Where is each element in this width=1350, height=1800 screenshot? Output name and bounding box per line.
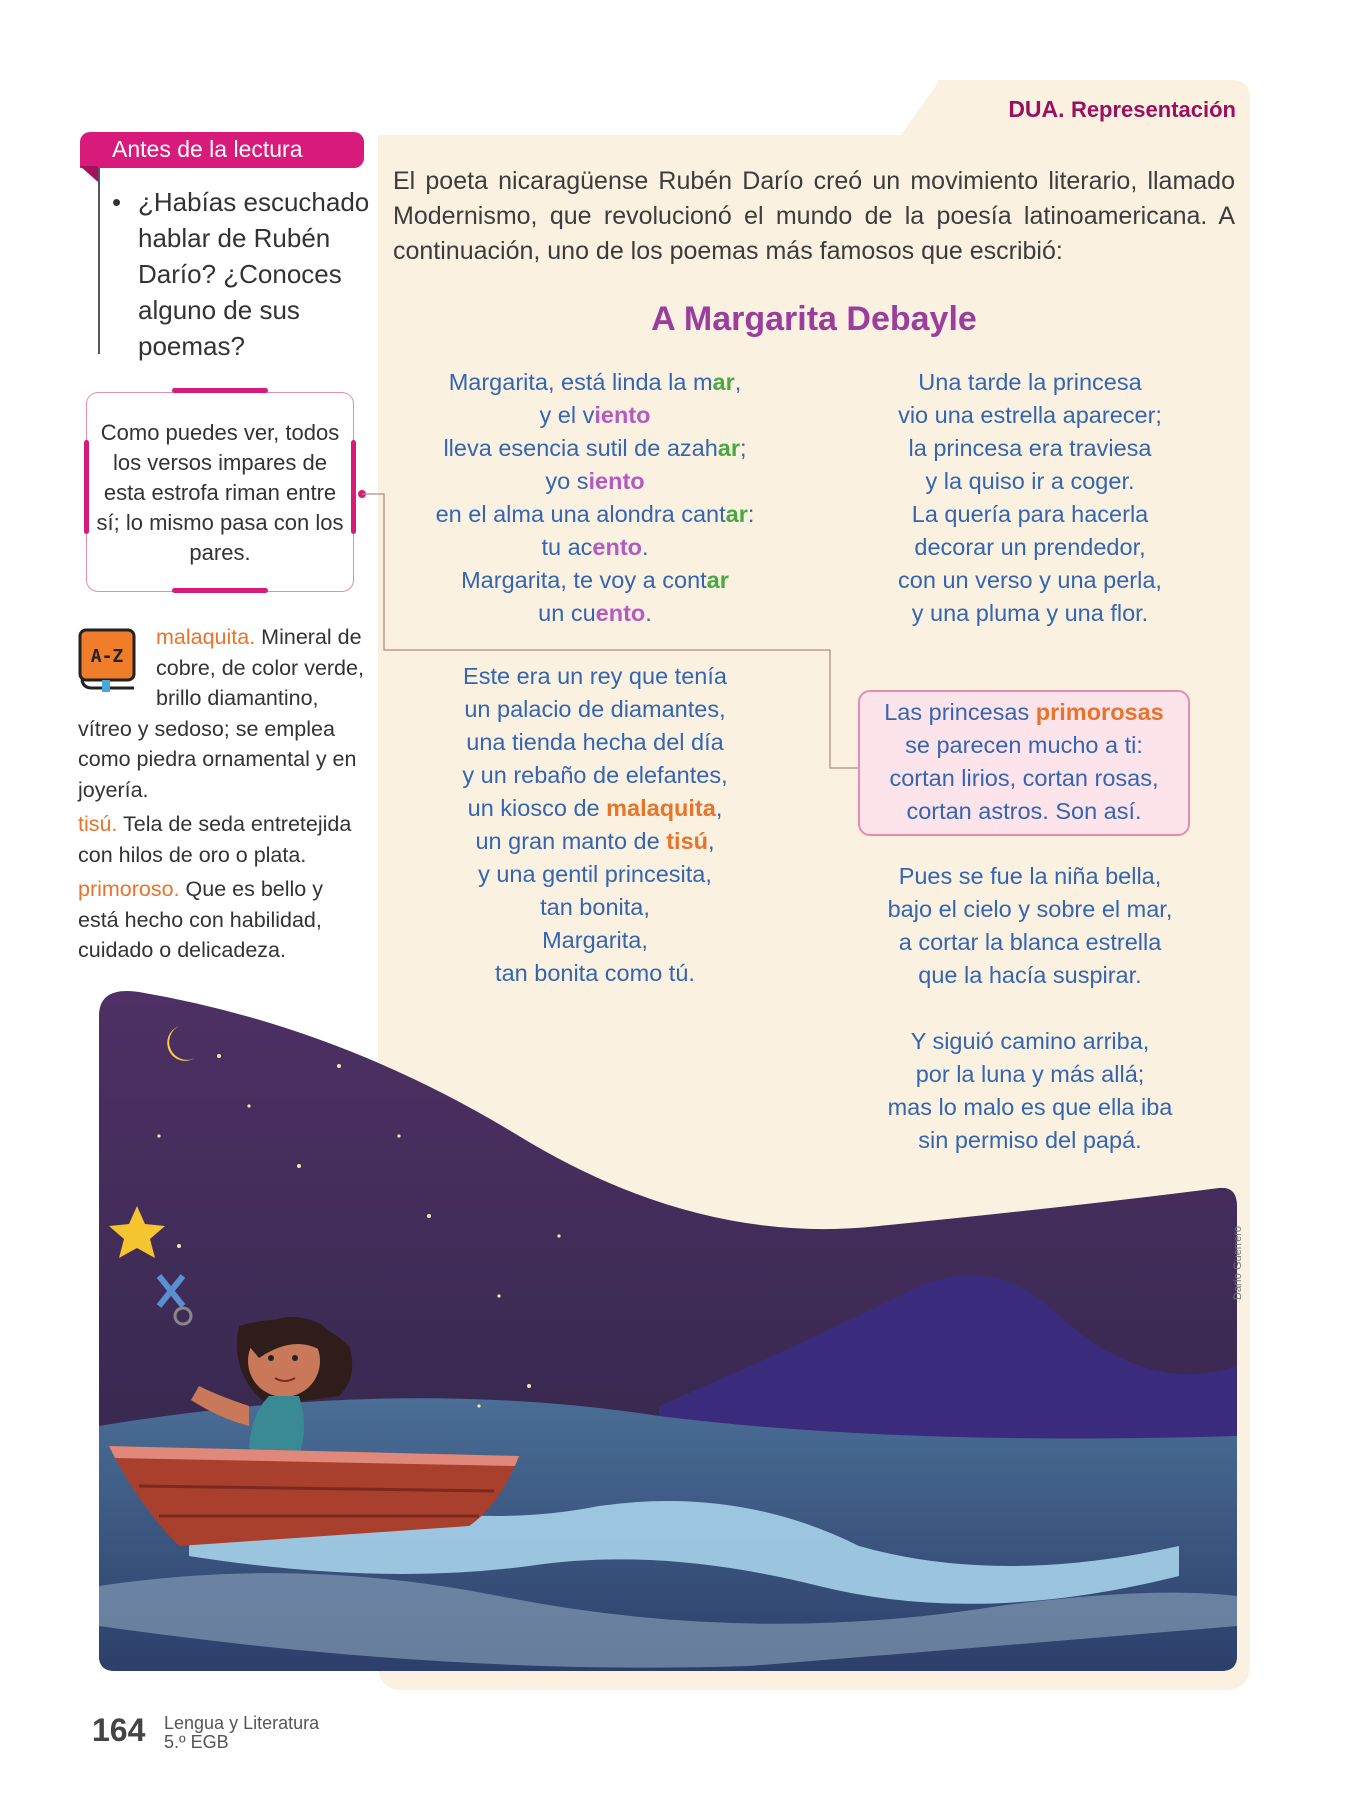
verse-punct: ,	[715, 795, 723, 821]
verse-line	[858, 696, 1190, 729]
verse-line	[410, 597, 780, 630]
verse-line: y una gentil princesita,	[478, 861, 712, 887]
verse-text: Margarita, te voy a cont	[461, 567, 707, 593]
verse-line: cortan astros. Son así.	[906, 798, 1142, 824]
verse-line	[410, 465, 780, 498]
verse-line: sin permiso del papá.	[918, 1127, 1142, 1153]
poem-title: A Margarita Debayle	[651, 300, 977, 338]
verse-text: y el v	[539, 402, 595, 428]
verse-line: con un verso y una perla,	[898, 567, 1162, 593]
verse-text: Las princesas	[884, 699, 1036, 725]
verse-line: cortan lirios, cortan rosas,	[889, 765, 1159, 791]
antes-header-tail	[80, 166, 98, 182]
verse-text: tu ac	[541, 534, 593, 560]
highlighted-word: ar	[712, 369, 735, 395]
verse-line: y una pluma y una flor.	[911, 600, 1149, 626]
grade-level: 5.º EGB	[164, 1732, 229, 1752]
note-accent-top	[172, 388, 268, 393]
verse-punct: .	[642, 534, 649, 560]
dua-label	[1008, 96, 1236, 123]
antes-title: Antes de la lectura	[112, 136, 303, 162]
verse-line: decorar un prendedor,	[914, 534, 1146, 560]
verse-line: una tienda hecha del día	[466, 729, 724, 755]
verse-line: Pues se fue la niña bella,	[898, 863, 1162, 889]
verse-punct: ,	[734, 369, 742, 395]
note-text: Como puedes ver, todos los versos impares de esta estrofa riman entre sí; lo mismo pasa con los pares.	[96, 420, 344, 565]
bullet-icon: •	[112, 187, 122, 217]
stanza-4	[860, 498, 1200, 630]
verse-line: vio una estrella aparecer;	[898, 402, 1162, 428]
glossary-term: malaquita.	[156, 625, 256, 649]
note-accent-left	[84, 440, 89, 534]
verse-line: que la hacía suspirar.	[918, 962, 1142, 988]
verse-text: en el alma una alondra cant	[435, 501, 726, 527]
verse-text: Margarita, está linda la m	[448, 369, 713, 395]
glossary-definition: Que es bello y está hecho con habilidad, cuidado o delicadeza.	[78, 877, 323, 962]
verse-line: tan bonita como tú.	[495, 960, 695, 986]
subject-name: Lengua y Literatura	[164, 1713, 320, 1733]
highlighted-word: primorosas	[1035, 699, 1164, 725]
verse-line: Una tarde la princesa	[918, 369, 1142, 395]
question-text: ¿Habías escuchado hablar de Rubén Darío? ¿Conoces alguno de sus poemas?	[138, 187, 370, 361]
glossary-entry	[78, 874, 368, 966]
highlighted-word: ento	[595, 600, 646, 626]
verse-line: La quería para hacerla	[911, 501, 1149, 527]
verse-line: a cortar la blanca estrella	[898, 929, 1162, 955]
verse-line	[410, 432, 780, 465]
verse-line	[410, 825, 780, 858]
verse-text: un cu	[538, 600, 596, 626]
intro-paragraph: El poeta nicaragüense Rubén Darío creó un movimiento literario, llamado Modernismo, que revolucionó el mundo de la poesía latinoamericana. A continuación, uno de los poemas más famosos que escribió:	[393, 167, 1235, 265]
night-sea-illustration	[99, 986, 1237, 1671]
note-accent-bottom	[172, 588, 268, 593]
dua-representacion: Representación	[1070, 97, 1236, 122]
highlighted-word: ar	[717, 435, 741, 461]
verse-text: yo s	[545, 468, 589, 494]
glossary-term: tisú.	[78, 812, 118, 836]
verse-line	[410, 564, 780, 597]
tab-slope	[900, 80, 960, 136]
verse-line	[410, 366, 780, 399]
stanza-1	[410, 366, 780, 630]
glossary-definition: Tela de seda entretejida con hilos de oro o plata.	[78, 812, 352, 867]
stanza-5	[860, 860, 1200, 992]
verse-punct: ;	[740, 435, 747, 461]
verse-line: se parecen mucho a ti:	[905, 732, 1143, 758]
verse-line: mas lo malo es que ella iba	[887, 1094, 1173, 1120]
verse-text: lleva esencia sutil de azah	[443, 435, 718, 461]
icon-spacer	[78, 622, 156, 706]
highlighted-word: iento	[594, 402, 651, 428]
verse-line: Este era un rey que tenía	[463, 663, 727, 689]
verse-line	[410, 531, 780, 564]
highlighted-word: malaquita	[606, 795, 716, 821]
verse-punct: .	[645, 600, 652, 626]
glossary-definition: Mineral de cobre, de color verde, brillo diamantino, vítreo y sedoso; se emplea como piedra ornamental y en joyería.	[78, 625, 364, 802]
highlighted-word: ar	[706, 567, 729, 593]
verse-line: bajo el cielo y sobre el mar,	[887, 896, 1173, 922]
verse-line: Y siguió camino arriba,	[910, 1028, 1150, 1054]
verse-line: Margarita,	[542, 927, 648, 953]
glossary-term: primoroso.	[78, 877, 180, 901]
highlighted-word: iento	[588, 468, 645, 494]
note-accent-right	[351, 440, 356, 534]
footer-subject	[164, 1714, 319, 1752]
verse-line: tan bonita,	[540, 894, 650, 920]
stanza-highlight	[858, 696, 1190, 828]
highlighted-word: ar	[725, 501, 748, 527]
dictionary-icon-label: A-Z	[90, 646, 124, 667]
verse-line	[410, 498, 780, 531]
verse-line: y un rebaño de elefantes,	[462, 762, 728, 788]
verse-text: un gran manto de	[475, 828, 667, 854]
verse-line: un palacio de diamantes,	[464, 696, 726, 722]
dua-bold: DUA.	[1008, 96, 1065, 122]
verse-line: y la quiso ir a coger.	[925, 468, 1135, 494]
verse-punct: ,	[708, 828, 715, 854]
verse-line: por la luna y más allá;	[915, 1061, 1145, 1087]
glossary	[78, 622, 368, 970]
highlighted-word: ento	[592, 534, 643, 560]
verse-line	[410, 792, 780, 825]
stanza-2	[410, 660, 780, 990]
glossary-entry	[78, 622, 368, 805]
panel-notch	[378, 80, 938, 135]
antes-rule	[98, 168, 100, 354]
verse-line: la princesa era traviesa	[908, 435, 1152, 461]
glossary-entry	[78, 809, 368, 870]
stanza-3	[860, 366, 1200, 498]
highlighted-word: tisú	[666, 828, 708, 854]
verse-line	[410, 399, 780, 432]
verse-text: un kiosco de	[467, 795, 607, 821]
page-number: 164	[92, 1712, 146, 1748]
verse-punct: :	[747, 501, 755, 527]
illustration-credit: Darío Guerrero	[1232, 1226, 1244, 1300]
